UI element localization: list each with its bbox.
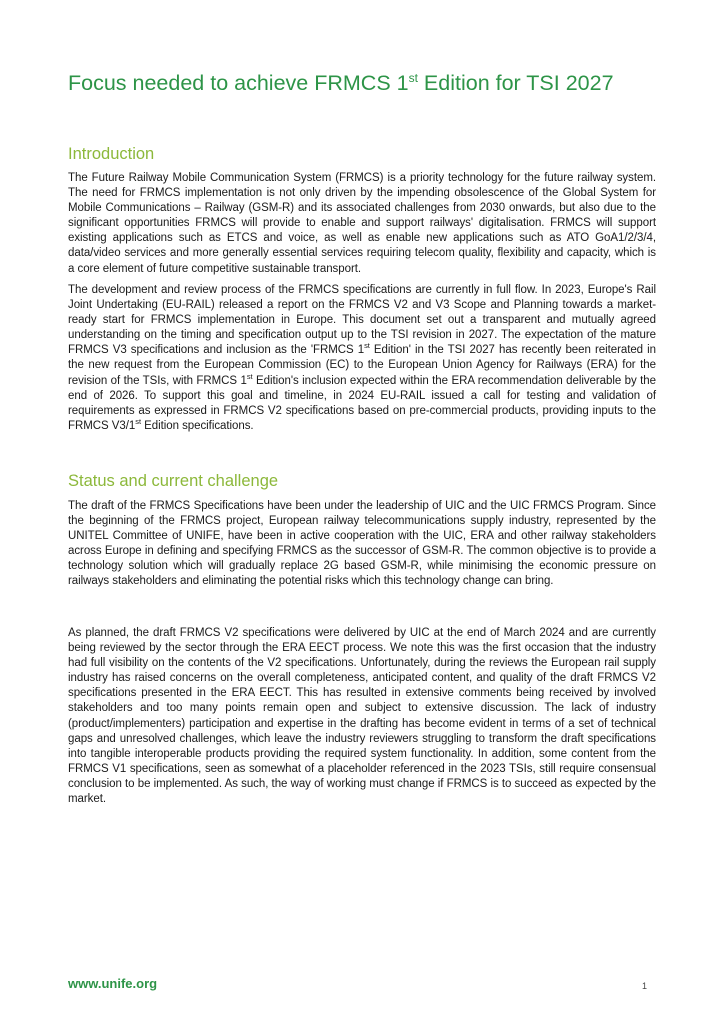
title-text-end: Edition for TSI 2027 [417, 71, 614, 95]
introduction-paragraph-1: The Future Railway Mobile Communication System (FRMCS) is a priority technology for the future railway system. The need for FRMCS implementation is not only driven by the impending obsolescence of the Global System for Mobile Communications – Railway (GSM-R) and its associated challenges from 2030 onwards, but also due to the significant opportunities FRMCS will provide to enable and support railways' digitalisation. FRMCS will support existing applications such as ETCS and voice, as well as enable new applications such as ATO GoA1/2/3/4, data/video services and more generally essential services requiring telecom quality, flexibility and capacity, which is a core element of future competitive sustainable transport. [68, 172, 656, 275]
page-number: 1 [642, 981, 648, 991]
page-title [68, 68, 668, 98]
intro-p2-sup-2: st [246, 371, 253, 381]
title-superscript: st [408, 70, 418, 85]
intro-p2-sup-1: st [364, 341, 370, 351]
intro-p2-text-1: The development and review process of the FRMCS specifications are currently in full flow. In 2023, Europe's Rail Joint Undertaking (EU-RAIL) released a report on the FRMCS V2 and V3 Scope and Planning towards a market-ready start for FRMCS implementation in Europe. This document set out a transparent and mutually agreed understanding on the timing and specification output up to the TSI revision in 2027. The expectation of the mature FRMCS V3 specifications and inclusion as the 'FRMCS 1 [68, 284, 656, 357]
intro-p2-text-2: Edition' in the TSI 2027 has recently been reiterated in the new request from the European Commission (EC) to the European Union Agency for Railways (ERA) for the revision of the TSIs, with FRMCS 1 [68, 344, 656, 387]
intro-p2-sup-3: st [135, 417, 141, 427]
introduction-heading: Introduction [68, 145, 155, 163]
intro-p2-text-4: Edition specifications. [140, 419, 254, 432]
intro-p2-text-3: Edition's inclusion expected within the ERA recommendation deliverable by the end of 2026. To support this goal and timeline, in 2024 EU-RAIL issued a call for testing and validation of requirements as expressed in FRMCS V2 specifications based on pre-commercial products, providing inputs to the FRMCS V3/1 [68, 374, 656, 432]
footer-website-link[interactable]: www.unife.org [68, 976, 158, 991]
status-heading: Status and current challenge [68, 472, 279, 490]
introduction-paragraph-2 [68, 283, 656, 434]
title-text-start: Focus needed to achieve FRMCS 1 [68, 71, 409, 95]
status-paragraph-2: As planned, the draft FRMCS V2 specifications were delivered by UIC at the end of March 2024 and are currently being reviewed by the sector through the ERA EECT process. We note this was the first occasion that the industry had full visibility on the contents of the V2 specifications. Unfortunately, during the reviews the European rail supply industry has raised concerns on the overall completeness, anticipated content, and quality of the draft FRMCS V2 specifications presented in the ERA EECT. This has resulted in extensive comments being received by involved stakeholders and too many points remain open and subject to extensive discussion. The lack of industry (product/implementers) participation and expertise in the drafting has become evident in terms of a set of technical gaps and unresolved challenges, which leave the industry reviewers struggling to transform the draft specifications into tangible interoperable products providing the required system functionality. In addition, some content from the FRMCS V1 specifications, seen as somewhat of a placeholder referenced in the 2023 TSIs, still require consensual conclusion to be implemented. As such, the way of working must change if FRMCS is to succeed as expected by the market. [68, 627, 656, 806]
status-paragraph-1: The draft of the FRMCS Specifications have been under the leadership of UIC and the UIC FRMCS Program. Since the beginning of the FRMCS project, European railway telecommunications supply industry, represented by the UNITEL Committee of UNIFE, have been in active cooperation with the UIC, ERA and other railway stakeholders across Europe in defining and specifying FRMCS as the successor of GSM-R. The common objective is to provide a technology solution which will gradually replace 2G based GSM-R, while minimising the economic pressure on railways stakeholders and eliminating the potential risks which this technology change can bring. [68, 500, 656, 588]
